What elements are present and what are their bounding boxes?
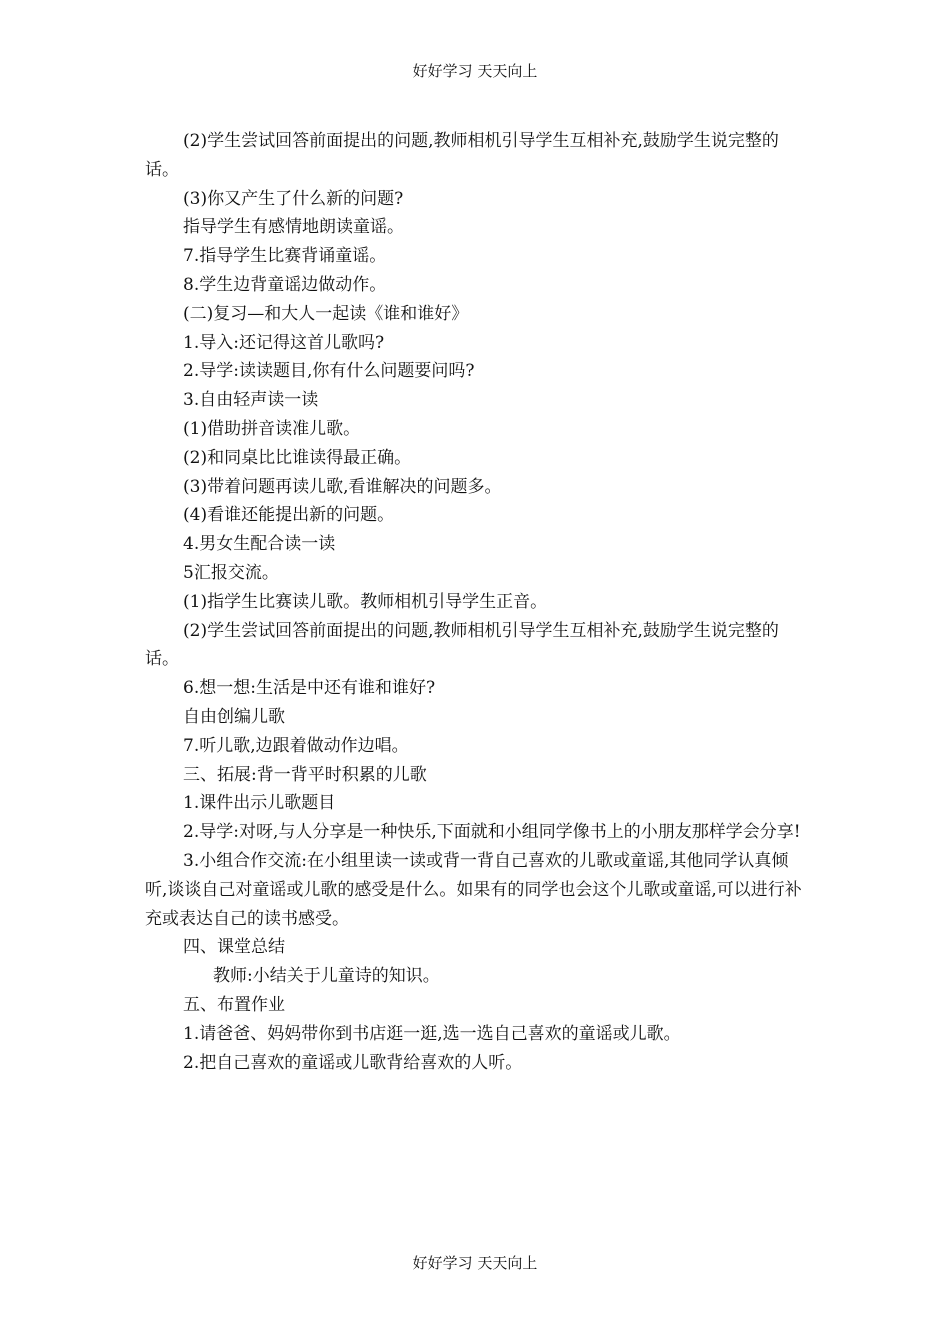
paragraph: 3.自由轻声读一读 — [183, 390, 319, 411]
paragraph: 1.课件出示儿歌题目 — [183, 793, 336, 814]
paragraph: (3)带着问题再读儿歌,看谁解决的问题多。 — [183, 476, 502, 497]
paragraph: 6.想一想:生活是中还有谁和谁好? — [183, 678, 436, 699]
paragraph: 2.把自己喜欢的童谣或儿歌背给喜欢的人听。 — [183, 1052, 523, 1073]
paragraph: 4.男女生配合读一读 — [183, 534, 336, 555]
paragraph: (2)学生尝试回答前面提出的问题,教师相机引导学生互相补充,鼓励学生说完整的话。 — [145, 620, 779, 670]
paragraph: 2.导学:对呀,与人分享是一种快乐,下面就和小组同学像书上的小朋友那样学会分享! — [183, 822, 801, 843]
section-heading: 四、课堂总结 — [183, 937, 285, 958]
paragraph: 1.导入:还记得这首儿歌吗? — [183, 332, 385, 353]
paragraph: (4)看谁还能提出新的问题。 — [183, 505, 395, 526]
section-heading: 五、布置作业 — [183, 994, 285, 1015]
paragraph: (2)和同桌比比谁读得最正确。 — [183, 447, 412, 468]
paragraph: (2)学生尝试回答前面提出的问题,教师相机引导学生互相补充,鼓励学生说完整的话。 — [145, 131, 779, 180]
paragraph: (1)借助拼音读准儿歌。 — [183, 418, 361, 439]
paragraph: 7.指导学生比赛背诵童谣。 — [183, 246, 387, 267]
paragraph: 自由创编儿歌 — [183, 706, 285, 727]
paragraph: (1)指学生比赛读儿歌。教师相机引导学生正音。 — [183, 591, 548, 612]
page-header: 好好学习 天天向上 — [412, 62, 538, 80]
page-footer: 好好学习 天天向上 — [412, 1254, 538, 1272]
paragraph: (二)复习—和大人一起读《谁和谁好》 — [183, 303, 469, 324]
paragraph: 8.学生边背童谣边做动作。 — [183, 274, 387, 295]
paragraph: 教师:小结关于儿童诗的知识。 — [213, 966, 440, 987]
paragraph: 3.小组合作交流:在小组里读一读或背一背自己喜欢的儿歌或童谣,其他同学认真倾听,谈谈自己对童谣或儿歌的感受是什么。如果有的同学也会这个儿歌或童谣,可以进行补充或表达自己的读书感受。 — [145, 850, 802, 929]
paragraph: 指导学生有感情地朗读童谣。 — [183, 217, 404, 238]
paragraph: 2.导学:读读题目,你有什么问题要问吗? — [183, 361, 475, 382]
paragraph: 5汇报交流。 — [183, 562, 279, 583]
paragraph: (3)你又产生了什么新的问题? — [183, 188, 404, 209]
section-heading: 三、拓展:背一背平时积累的儿歌 — [183, 764, 427, 785]
paragraph: 7.听儿歌,边跟着做动作边唱。 — [183, 735, 409, 756]
paragraph: 1.请爸爸、妈妈带你到书店逛一逛,选一选自己喜欢的童谣或儿歌。 — [183, 1023, 681, 1044]
document-body — [145, 127, 810, 1077]
